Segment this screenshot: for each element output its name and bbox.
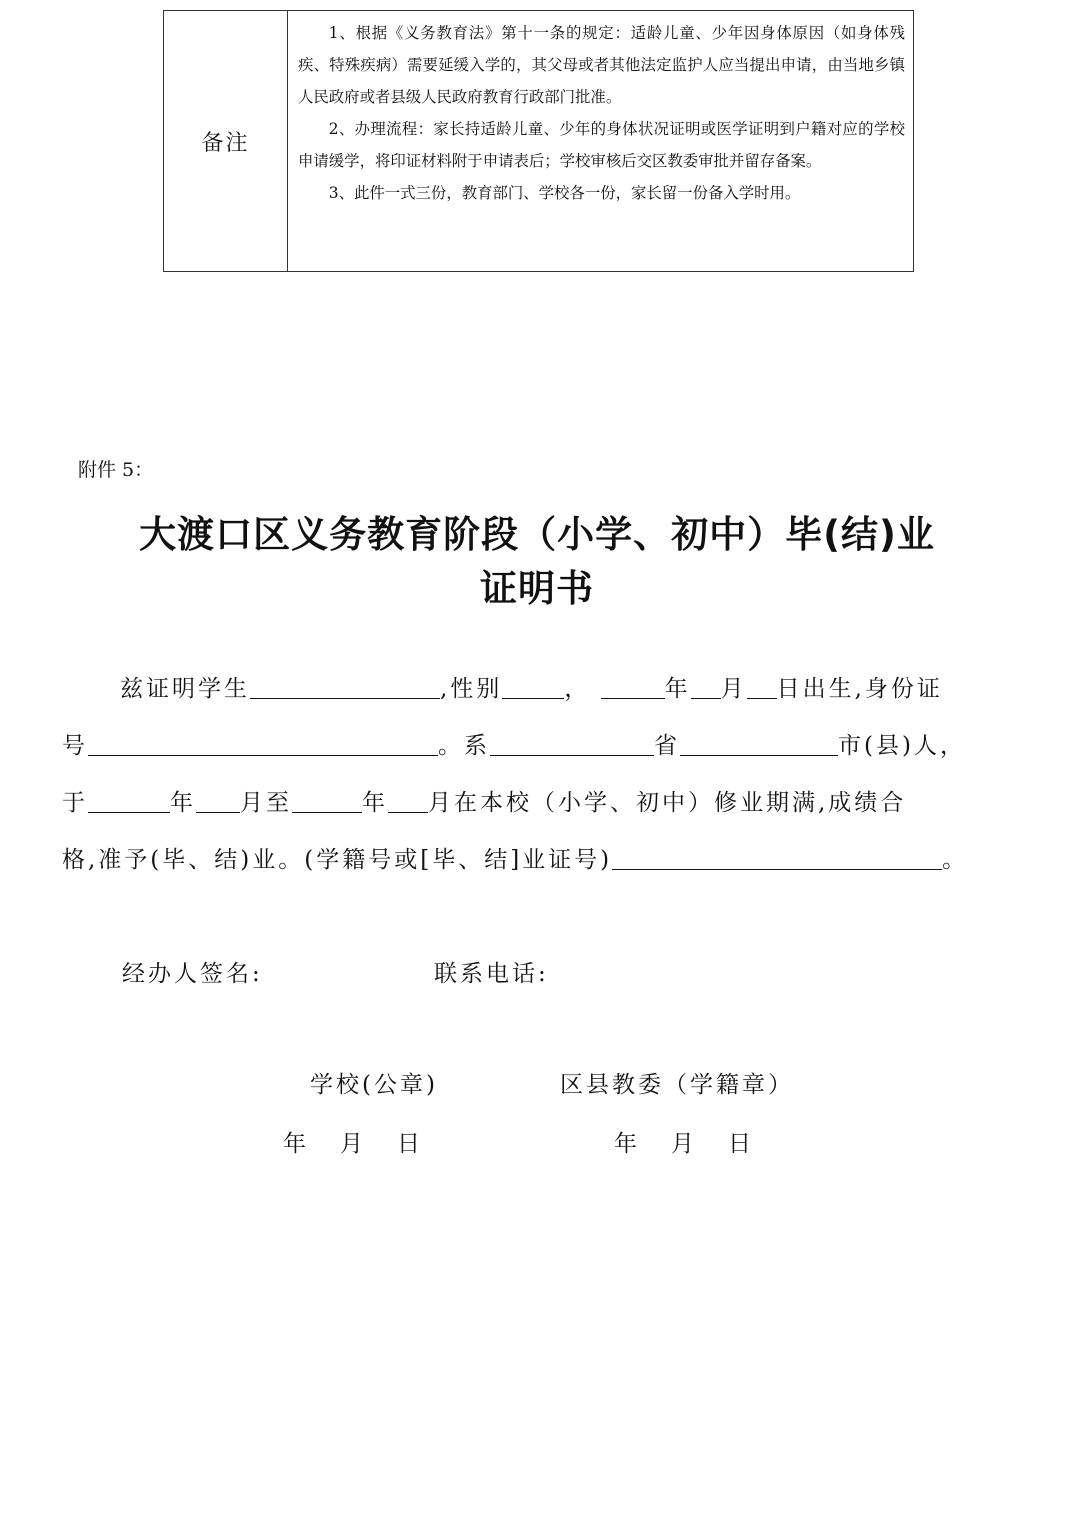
birth-year-blank[interactable] [601,674,665,699]
birth-month-blank[interactable] [691,674,721,699]
remark-item-3: 3、此件一式三份，教育部门、学校各一份，家长留一份备入学时用。 [328,184,801,202]
phone-label: 联系电话: [434,961,549,987]
body-text: 。 [942,847,969,873]
date-year: 年 [614,1131,637,1157]
body-text: 月至 [240,790,292,816]
body-text: ， [564,676,591,702]
remarks-content [288,11,913,271]
date-month: 月 [671,1131,694,1157]
end-year-blank[interactable] [292,788,362,813]
document-subtitle: 证明书 [480,567,594,610]
date-day: 日 [397,1131,420,1157]
district-seal-label: 区县教委（学籍章） [560,1072,794,1098]
document-title: 大渡口区义务教育阶段（小学、初中）毕(结)业 [139,513,935,556]
date-day: 日 [728,1131,751,1157]
id-number-blank[interactable] [88,731,438,756]
body-text: 于 [62,790,88,816]
body-text: 日出生,身份证 [776,676,943,702]
body-text: 月 [720,676,747,702]
body-text: ,性别 [440,676,503,702]
body-line-3 [62,775,1012,832]
student-name-blank[interactable] [250,674,440,699]
body-line-4 [62,832,1012,889]
district-date [614,1125,785,1158]
remark-item-2: 2、办理流程：家长持适龄儿童、少年的身体状况证明或医学证明到户籍对应的学校申请缓学，将印证材料附于申请表后；学校审核后交区教委审批并留存备案。 [298,120,905,170]
body-text: 号 [62,733,88,759]
body-line-1 [62,661,1012,718]
city-blank[interactable] [680,731,838,756]
body-text: 省 [654,733,680,759]
end-month-blank[interactable] [388,788,428,813]
school-seal-label: 学校(公章) [310,1072,438,1098]
start-month-blank[interactable] [196,788,240,813]
certificate-number-blank[interactable] [612,845,942,870]
school-date [283,1125,454,1158]
date-year: 年 [283,1131,306,1157]
body-text: 兹证明学生 [120,676,250,702]
body-text: 市(县)人， [838,733,966,759]
signer-label: 经办人签名: [122,961,263,987]
body-line-2 [62,718,1012,775]
body-text: 年 [170,790,196,816]
remarks-label: 备注 [164,11,288,271]
attachment-label: 附件 5： [78,459,154,481]
body-text: 年 [664,676,691,702]
remark-item-1: 1、根据《义务教育法》第十一条的规定：适龄儿童、少年因身体原因（如身体残疾、特殊疾病）需要延缓入学的，其父母或者其他法定监护人应当提出申请，由当地乡镇人民政府或者县级人民政府教育行政部门批准。 [298,24,905,106]
date-month: 月 [340,1131,363,1157]
body-text: 格,准予(毕、结)业。(学籍号或[毕、结]业证号) [62,847,613,873]
birth-day-blank[interactable] [747,674,777,699]
body-text: 月在本校（小学、初中）修业期满,成绩合 [428,790,907,816]
start-year-blank[interactable] [88,788,170,813]
gender-blank[interactable] [502,674,564,699]
province-blank[interactable] [490,731,654,756]
body-text: 。系 [438,733,490,759]
remarks-table [163,10,914,272]
certificate-body [62,661,1012,889]
body-text: 年 [362,790,388,816]
